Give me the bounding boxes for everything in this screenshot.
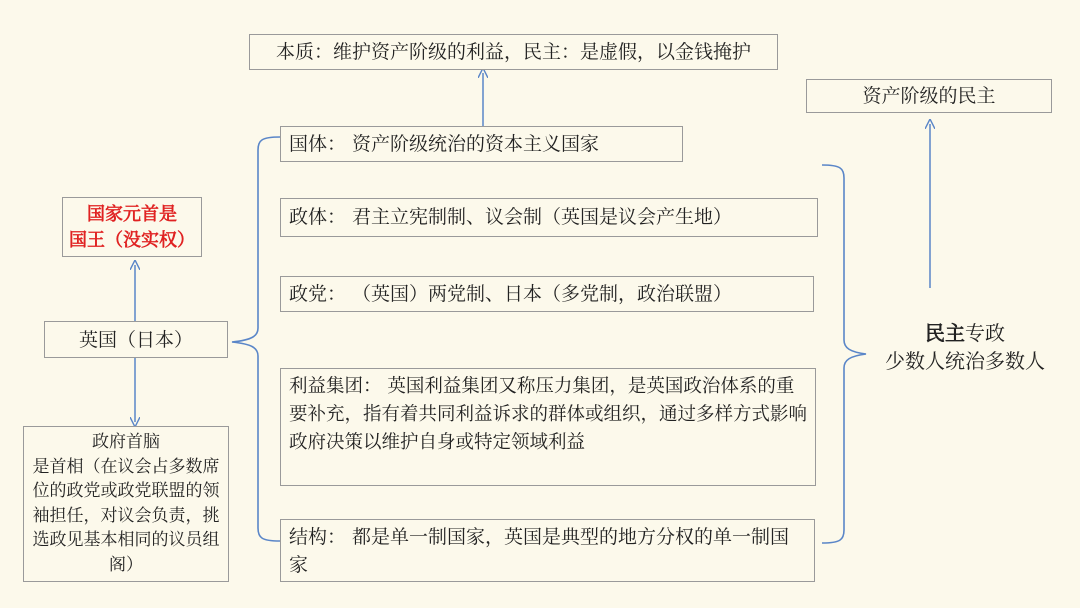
left-brace <box>232 137 280 541</box>
party-system-box <box>280 276 814 312</box>
dictatorship-text <box>860 319 1070 375</box>
country-box <box>44 321 228 358</box>
structure-box <box>280 519 815 582</box>
dictatorship-line2: 少数人统治多数人 <box>885 349 1045 373</box>
country-text: 英国（日本） <box>78 329 193 351</box>
dictatorship-line1 <box>860 319 1070 347</box>
head-of-government-box <box>23 426 229 582</box>
essence-text: 本质：维护资产阶级的利益，民主：是虚假，以金钱掩护 <box>275 41 751 63</box>
head-of-state-box <box>62 197 202 257</box>
head-of-government-body: 是首相（在议会占多数席位的政党或政党联盟的领袖担任，对议会负责，挑选政见基本相同的议员组阁） <box>32 456 220 575</box>
bourgeois-democracy-box <box>806 79 1052 113</box>
state-system-text: 国体： 资产阶级统治的资本主义国家 <box>289 133 600 155</box>
interest-groups-text: 利益集团： 英国利益集团又称压力集团，是英国政治体系的重要补充，指有着共同利益诉求的群体或组织，通过多样方式影响政府决策以维护自身或特定领域利益 <box>289 376 808 453</box>
head-of-state-line1: 国家元首是 <box>87 204 177 225</box>
interest-groups-box <box>280 368 816 486</box>
state-system-box <box>280 126 683 162</box>
party-system-text: 政党： （英国）两党制、日本（多党制，政治联盟） <box>289 283 733 305</box>
dictatorship-rest: 专政 <box>965 321 1005 345</box>
bourgeois-democracy-text: 资产阶级的民主 <box>862 85 996 107</box>
government-form-text: 政体： 君主立宪制制、议会制（英国是议会产生地） <box>289 206 733 228</box>
structure-text: 结构： 都是单一制国家，英国是典型的地方分权的单一制国家 <box>289 526 790 576</box>
dictatorship-bold: 民主 <box>925 321 965 345</box>
essence-box <box>249 34 778 70</box>
head-of-state-line2: 国王（没实权） <box>69 230 195 251</box>
government-form-box <box>280 198 818 237</box>
head-of-government-title: 政府首脑 <box>92 432 160 452</box>
